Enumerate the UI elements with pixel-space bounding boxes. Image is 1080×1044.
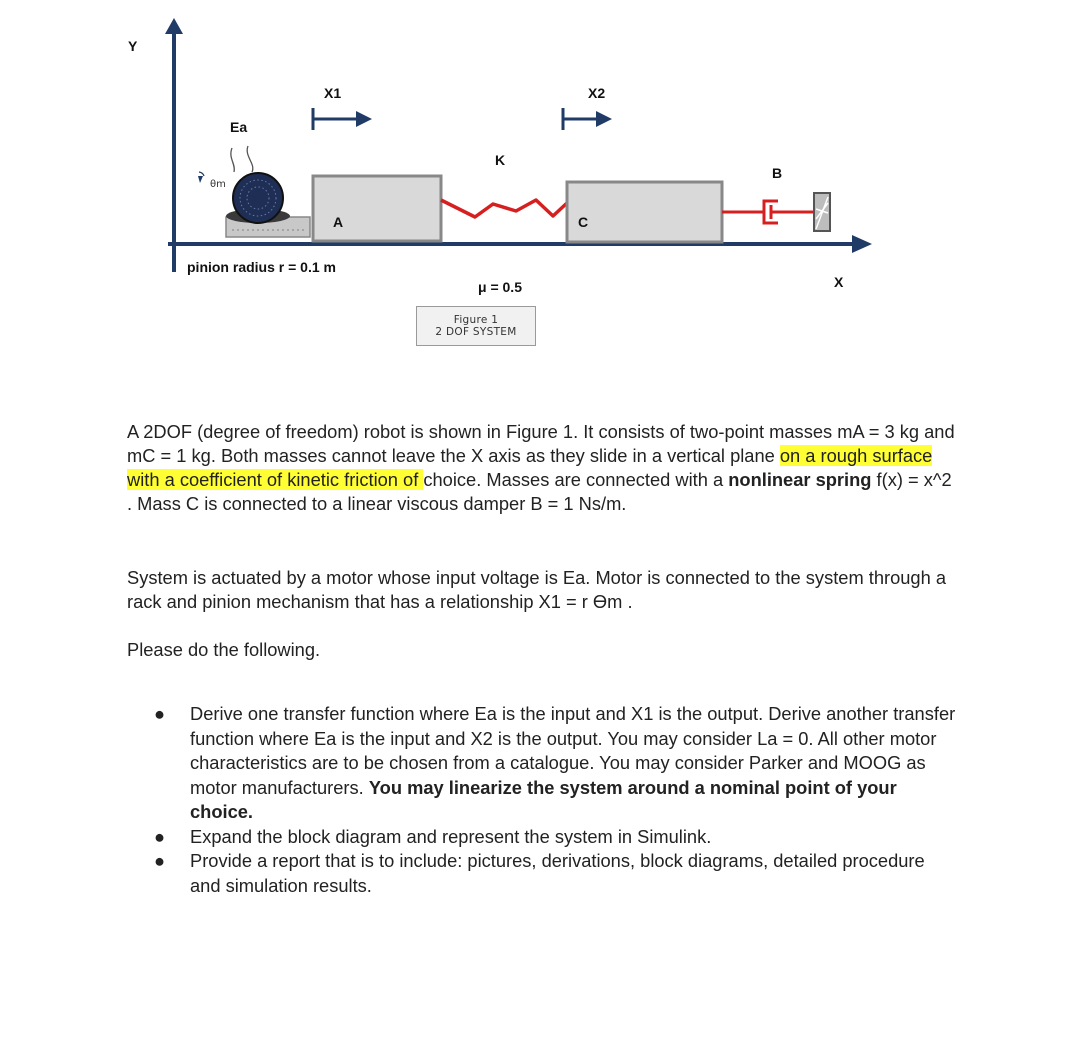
problem-paragraph-2: System is actuated by a motor whose input voltage is Ea. Motor is connected to the system through a rack and pinion mechanism that has a relationship X1 = r ϴm . xyxy=(127,567,947,612)
task-item xyxy=(150,849,960,898)
task3-text: Provide a report that is to include: pictures, derivations, block diagrams, detailed procedure and simulation results. xyxy=(190,850,925,896)
x2-label: X2 xyxy=(588,85,606,101)
figure-2dof-system xyxy=(0,0,1080,380)
para1-text-1: A 2DOF (degree of freedom) robot is shown in Figure 1. It consists of two-point masses mA = 3 kg and mC = 1 kg. Both masses cannot leave the X axis as they slide in a vertical plane xyxy=(127,421,955,466)
task-item xyxy=(150,825,960,850)
task-item xyxy=(150,702,960,825)
x1-label: X1 xyxy=(324,85,342,101)
system-diagram xyxy=(0,0,1080,380)
bullet-icon: ● xyxy=(154,850,166,871)
x-axis-arrow xyxy=(852,235,872,253)
x-axis-label: X xyxy=(834,274,844,290)
caption-line2: 2 DOF SYSTEM xyxy=(435,326,517,338)
y-axis-arrow xyxy=(165,18,183,34)
caption-line1: Figure 1 xyxy=(453,314,499,326)
instructions-heading: Please do the following. xyxy=(127,639,321,660)
nonlinear-spring xyxy=(441,200,567,217)
friction-mu-label: μ = 0.5 xyxy=(478,279,522,295)
motor-wire-icon xyxy=(231,148,234,172)
bullet-icon: ● xyxy=(154,825,166,847)
bullet-icon: ● xyxy=(154,703,166,724)
problem-paragraph-1 xyxy=(127,420,957,516)
mass-a-label: A xyxy=(333,214,344,230)
highlighted-text: on a rough surface with a coefficient of kinetic friction of xyxy=(127,445,933,490)
mass-a xyxy=(313,176,441,241)
x2-arrow-icon xyxy=(563,108,612,130)
para1-text-2: choice. Masses are connected with a xyxy=(423,469,729,490)
motor-wire-icon xyxy=(247,146,253,172)
theta-rotation-icon xyxy=(198,172,204,183)
task1-bold: You may linearize the system around a nominal point of your choice. xyxy=(190,776,897,822)
theta-label: θm xyxy=(210,179,226,190)
figure-caption xyxy=(416,306,536,346)
pinion-radius-label: pinion radius r = 0.1 m xyxy=(187,259,336,275)
mass-c-label: C xyxy=(578,214,589,230)
wall-icon xyxy=(814,193,830,231)
damper-icon xyxy=(722,201,814,223)
para1-text-3: f(x) = x^2 . Mass C is connected to a linear viscous damper B = 1 Ns/m. xyxy=(127,469,952,514)
task1-text: Derive one transfer function where Ea is the input and X1 is the output. Derive another transfer function where Ea is the input and X2 is the output. You may consider La = 0. All other motor characteristics are to be chosen from a catalogue. You may consider Parker and MOOG as motor manufacturers. xyxy=(190,703,956,798)
nonlinear-spring-bold: nonlinear spring xyxy=(728,469,872,490)
y-axis-label: Y xyxy=(128,38,138,54)
ea-label: Ea xyxy=(230,119,248,135)
task2-text: Expand the block diagram and represent the system in Simulink. xyxy=(190,825,712,847)
b-label: B xyxy=(772,165,783,181)
task-list xyxy=(150,702,960,898)
x1-arrow-icon xyxy=(313,108,372,130)
k-label: K xyxy=(495,152,506,168)
mass-c xyxy=(567,182,722,242)
